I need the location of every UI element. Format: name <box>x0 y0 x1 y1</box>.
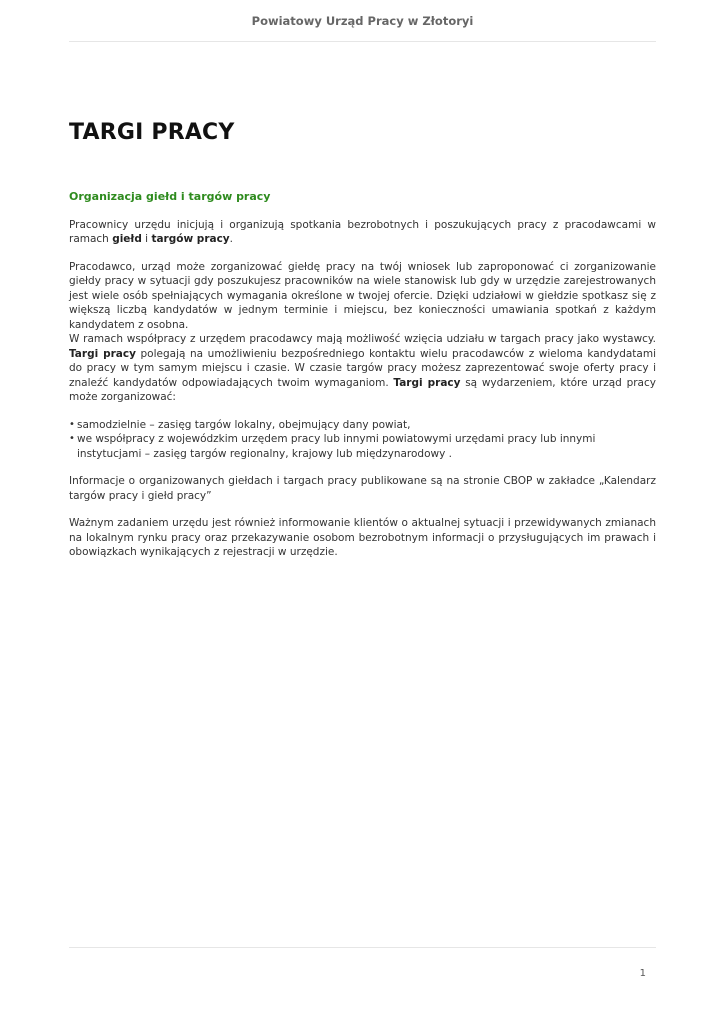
page-number: 1 <box>639 968 646 979</box>
bold-targi-pracy-2: Targi pracy <box>393 376 461 389</box>
paragraph-fairs-text2: polegają na umożliwieniu bezpośredniego kontaktu wielu pracodawców z wieloma kandydatami do pracy w tym samym miejscu i czasie. W czasie targów pracy możesz zaprezentować swoje oferty pracy i znaleźć kandydatów odpowiadających twoim wymaganiom. <box>69 347 656 389</box>
paragraph-intro <box>69 218 656 247</box>
paragraph-fairs-text1: W ramach współpracy z urzędem pracodawcy mają możliwość wzięcia udziału w targach pracy jako wystawcy. <box>69 333 656 345</box>
list-item: • samodzielnie – zasięg targów lokalny, obejmujący dany powiat, <box>69 418 656 433</box>
paragraph-fairs <box>69 332 656 405</box>
document-header: Powiatowy Urząd Pracy w Złotoryi <box>69 14 656 42</box>
document-body <box>69 190 656 573</box>
paragraph-fairs-text3: są wydarzeniem, które urząd pracy może zorganizować: <box>69 376 656 403</box>
paragraph-informing: Ważnym zadaniem urzędu jest również informowanie klientów o aktualnej sytuacji i przewidywanych zmianach na lokalnym rynku pracy oraz przekazywanie osobom bezrobotnym informacji o przysługujących im prawach i obowiązkach wynikających z rejestracji w urzędzie. <box>69 517 656 558</box>
footer-divider <box>69 947 656 948</box>
paragraph-intro-end: . <box>229 233 233 245</box>
paragraph-employer: Pracodawco, urząd może zorganizować giełdę pracy na twój wniosek lub zaproponować ci zorganizowanie giełdy pracy w sytuacji gdy poszukujesz pracowników na wiele stanowisk lub gdy w urzędzie zarejestrowanych jest wiele osób spełniających wymagania określone w twojej ofercie. Dzięki udziałowi w giełdzie spotkasz się z większą liczbą kandydatów w jednym terminie i miejscu, bez konieczności umawiania spotkań z każdym kandydatem z osobna. <box>69 260 656 331</box>
bold-targow-pracy: targów pracy <box>151 233 230 245</box>
paragraph-cbop: Informacje o organizowanych giełdach i targach pracy publikowane są na stronie CBOP w zakładce „Kalendarz targów pracy i giełd pracy” <box>69 475 656 502</box>
section-title: Organizacja giełd i targów pracy <box>69 190 271 203</box>
paragraph-intro-mid: i <box>141 233 152 245</box>
fair-scope-list <box>69 418 656 462</box>
bold-gield: giełd <box>112 233 142 245</box>
page-title: TARGI PRACY <box>69 120 235 145</box>
list-item: • we współpracy z wojewódzkim urzędem pracy lub innymi powiatowymi urzędami pracy lub innymi instytucjami – zasięg targów regionalny, krajowy lub międzynarodowy . <box>69 432 656 461</box>
bold-targi-pracy-1: Targi pracy <box>69 347 136 360</box>
paragraph-intro-text: Pracownicy urzędu inicjują i organizują spotkania bezrobotnych i poszukujących pracy z pracodawcami w ramach <box>69 218 656 245</box>
